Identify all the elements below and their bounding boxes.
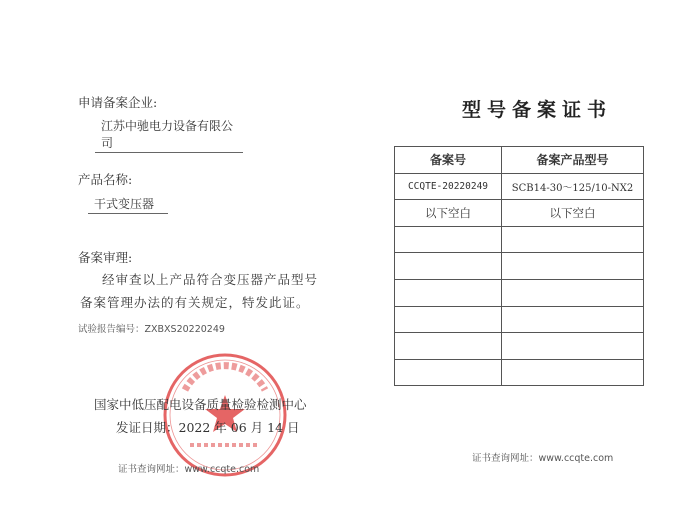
applicant-value: 江苏中驰电力设备有限公司 [95, 117, 243, 153]
cell-product-model [502, 306, 644, 333]
cell-registration-no [395, 226, 502, 253]
issuer-name: 国家中低压配电设备质量检验检测中心 [94, 397, 307, 412]
header-registration-no: 备案号 [395, 147, 502, 174]
cell-registration-no [395, 359, 502, 386]
cell-registration-no [395, 253, 502, 280]
table-row [395, 200, 644, 227]
table-header-row [395, 147, 644, 174]
cell-registration-no: 以下空白 [395, 200, 502, 227]
review-line-2: 备案管理办法的有关规定，特发此证。 [80, 295, 310, 310]
table-row [395, 173, 644, 200]
review-label: 备案审理: [78, 250, 133, 265]
certificate-title: 型号备案证书 [462, 99, 613, 121]
header-product-model: 备案产品型号 [502, 147, 644, 174]
cell-product-model [502, 359, 644, 386]
right-website: 证书查询网址：www.ccqte.com [472, 453, 614, 464]
table-row [395, 359, 644, 386]
cell-product-model [502, 333, 644, 360]
product-value: 干式变压器 [88, 195, 168, 214]
cell-registration-no [395, 279, 502, 306]
cell-registration-no [395, 306, 502, 333]
applicant-label: 申请备案企业: [78, 95, 158, 110]
table-row [395, 279, 644, 306]
table-row [395, 226, 644, 253]
issue-date-row [116, 418, 300, 436]
registration-table [394, 146, 644, 386]
cell-product-model [502, 253, 644, 280]
review-line-1: 经审查以上产品符合变压器产品型号 [102, 272, 319, 287]
cell-product-model [502, 226, 644, 253]
table-row [395, 333, 644, 360]
issue-date-label: 发证日期： [116, 420, 179, 435]
table-row [395, 306, 644, 333]
issue-date: 2022 年 06 月 14 日 [178, 420, 300, 435]
cell-registration-no: CCQTE-20220249 [395, 173, 502, 200]
cell-product-model: SCB14-30～125/10-NX2 [502, 173, 644, 200]
left-website: 证书查询网址：www.ccqte.com [118, 464, 260, 475]
table-row [395, 253, 644, 280]
cell-registration-no [395, 333, 502, 360]
cell-product-model: 以下空白 [502, 200, 644, 227]
report-number: 试验报告编号：ZXBXS20220249 [78, 324, 225, 335]
cell-product-model [502, 279, 644, 306]
product-label: 产品名称: [78, 172, 133, 187]
